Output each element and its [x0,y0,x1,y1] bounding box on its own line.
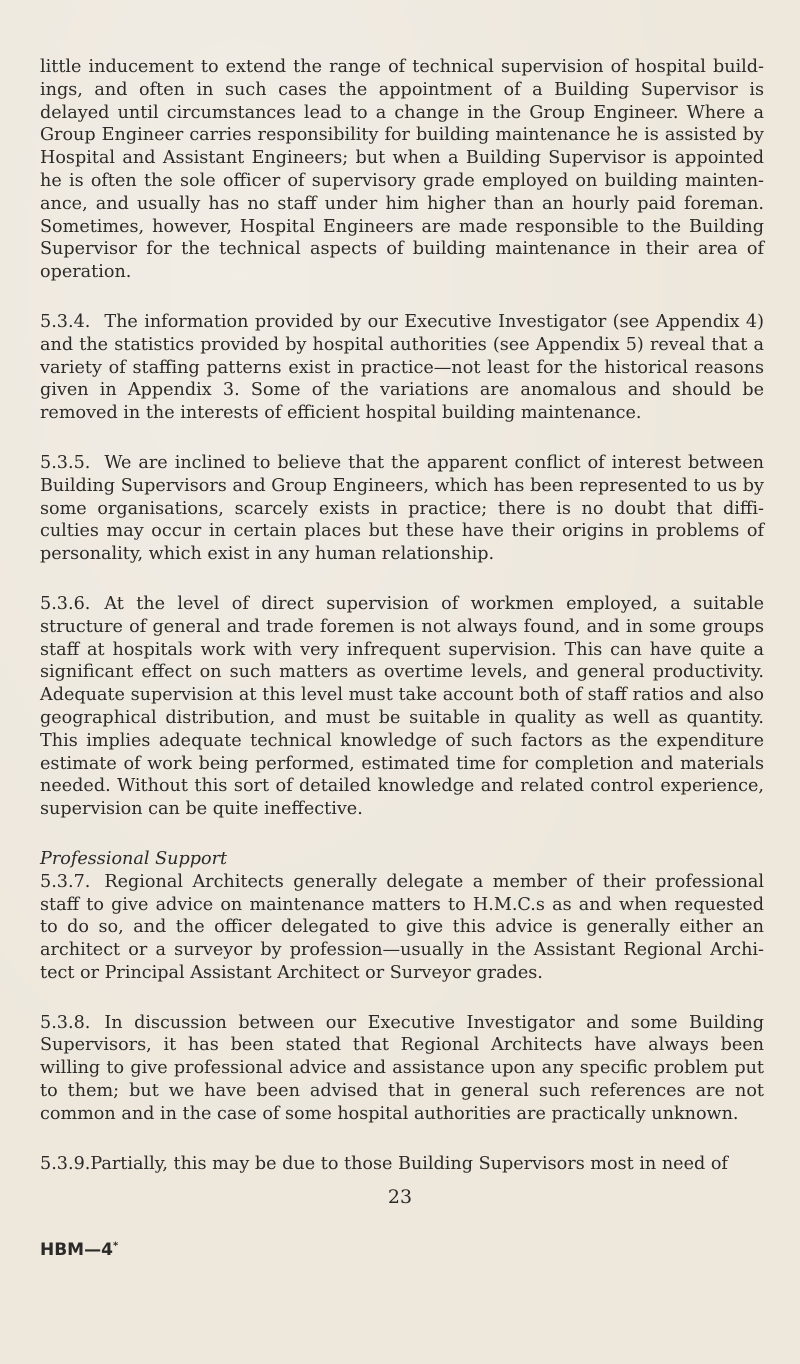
paragraph-5-3-9 [40,1153,764,1176]
paragraph-continued [40,56,764,284]
paragraph-text: little inducement to extend the range of technical supervision of hospital build-ings, and often in such cases the appointment of a Building Supervisor is delayed until circumstances lead to a change in the Group Engineer. Where a Group Engineer carries responsibility for building maintenance he is assisted by Hospital and Assistant Engineers; but when a Building Supervisor is appointed he is often the sole officer of supervisory grade employed on building mainten-ance, and usually has no staff under him higher than an hourly paid foreman. Sometimes, however, Hospital Engineers are made responsible to the Building Supervisor for the technical aspects of building maintenance in their area of operation. [40,57,764,283]
page-number: 23 [387,1186,413,1208]
paragraph-number: 5.3.7. [40,871,91,892]
paragraph-text: At the level of direct supervision of workmen employed, a suitable structure of general and trade foremen is not always found, and in some groups staff at hospitals work with very infrequent supervision. This can have quite a significant effect on such matters as overtime levels, and general productivity. Adequate supervision at this level must take account both of staff ratios and also geographical distribution, and must be suitable in quality as well as quantity. This implies adequate technical knowledge of such factors as the expenditure estimate of work being performed, estimated time for completion and materials needed. Without this sort of detailed knowledge and related control experience, supervision can be quite ineffective. [40,593,764,820]
paragraph-text: Partially, this may be due to those Building Supervisors most in need of [90,1153,728,1174]
paragraph-5-3-8 [40,1012,764,1126]
paragraph-5-3-4 [40,311,764,425]
signature-mark [40,1240,118,1260]
signature-code: HBM—4 [40,1240,113,1260]
paragraph-number: 5.3.9. [40,1153,91,1174]
section-heading: Professional Support [40,848,228,869]
paragraph-number: 5.3.4. [40,311,91,332]
paragraph-number: 5.3.5. [40,452,91,473]
paragraph-text: In discussion between our Executive Investigator and some Building Supervisors, it has been stated that Regional Architects have always been willing to give professional advice and assistance upon any specific problem put to them; but we have been advised that in general such references are not common and in the case of some hospital authorities are practically unknown. [40,1012,764,1124]
paragraph-5-3-5 [40,452,764,566]
paragraph-text: We are inclined to believe that the apparent conflict of interest between Building Supervisors and Group Engineers, which has been represented to us by some organisations, scarcely exists in practice; there is no doubt that diffi-culties may occur in certain places but these have their origins in problems of personality, which exist in any human relationship. [40,452,764,565]
paragraph-5-3-7 [40,871,764,985]
paragraph-number: 5.3.8. [40,1012,91,1033]
paragraph-text: The information provided by our Executive Investigator (see Appendix 4) and the statistics provided by hospital authorities (see Appendix 5) reveal that a variety of staffing patterns exist in practice—not least for the historical reasons given in Appendix 3. Some of the variations are anomalous and should be removed in the interests of efficient hospital building maintenance. [40,311,764,424]
paragraph-number: 5.3.6. [40,593,91,614]
paragraph-5-3-6 [40,593,764,821]
body-text [40,56,764,1175]
signature-asterisk: * [112,1240,119,1252]
paragraph-text: Regional Architects generally delegate a member of their professional staff to give advice on maintenance matters to H.M.C.s as and when requested to do so, and the officer delegated to give this advice is generally either an architect or a surveyor by profession—usually in the Assistant Regional Archi-tect or Principal Assistant Architect or Surveyor grades. [40,871,764,983]
